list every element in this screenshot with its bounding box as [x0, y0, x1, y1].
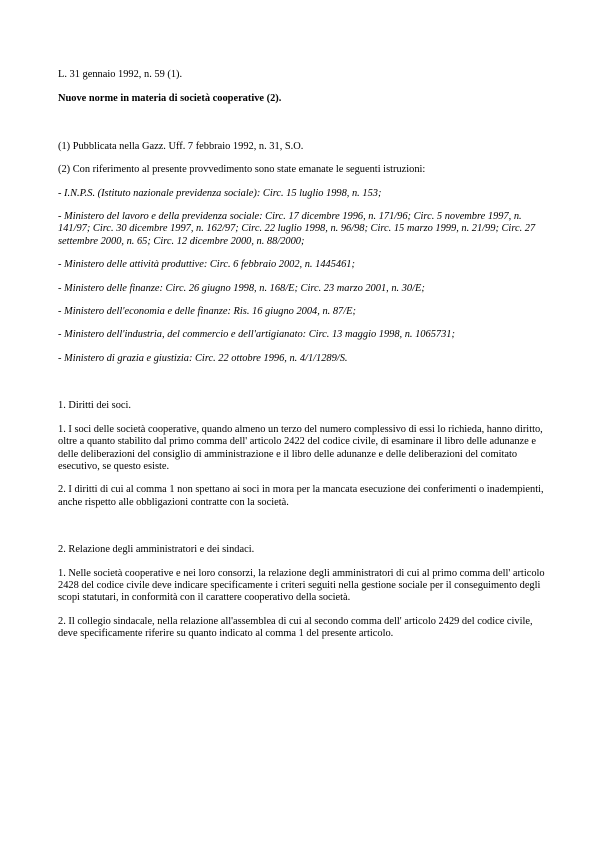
instruction-item: - Ministero di grazia e giustizia: Circ. 22 ottobre 1996, n. 4/1/1289/S. [58, 352, 348, 364]
instruction-item: - Ministero dell'economia e delle finanze: Ris. 16 giugno 2004, n. 87/E; [58, 306, 356, 318]
instruction-item: - Ministero delle attività produttive: Circ. 6 febbraio 2002, n. 1445461; [58, 259, 355, 271]
note-2-intro: (2) Con riferimento al presente provvedimento sono state emanate le seguenti istruzioni: [58, 164, 426, 176]
article-2-paragraph: 2. Il collegio sindacale, nella relazione all'assemblea di cui al secondo comma dell' articolo 2429 del codice civile, deve specificamente riferire su quanto indicato al comma 1 del presente articolo. [58, 615, 533, 640]
document-title: Nuove norme in materia di società cooperative (2). [58, 93, 282, 105]
law-reference: L. 31 gennaio 1992, n. 59 (1). [58, 69, 183, 80]
article-2-heading: 2. Relazione degli amministratori e dei sindaci. [58, 544, 255, 556]
article-1-paragraph: 2. I diritti di cui al comma 1 non spettano ai soci in mora per la mancata esecuzione dei conferimenti o inadempienti, anche rispetto alle obbligazioni contratte con la società. [58, 484, 544, 508]
document-body [58, 69, 546, 641]
instruction-item: - Ministero dell'industria, del commercio e dell'artigianato: Circ. 13 maggio 1998, n. 1065731; [58, 329, 455, 341]
article-1-heading: 1. Diritti dei soci. [58, 400, 132, 412]
article-2-paragraph: 1. Nelle società cooperative e nei loro consorzi, la relazione degli amministratori di cui al primo comma dell' articolo 2428 del codice civile deve indicare specificamente i criteri seguiti nella gestione sociale per il conseguimento degli scopi statutari, in conformità con il carattere cooperativo della società. [58, 567, 545, 604]
instruction-item: - Ministero del lavoro e della previdenza sociale: Circ. 17 dicembre 1996, n. 171/96; Circ. 5 novembre 1997, n. 141/97; Circ. 30 dicembre 1997, n. 162/97; Circ. 22 luglio 1998, n. 96/98; Circ. 15 marzo 1999, n. 21/99; Circ. 27 settembre 2000, n. 65; Circ. 12 dicembre 2000, n. 88/2000; [58, 211, 536, 247]
note-1: (1) Pubblicata nella Gazz. Uff. 7 febbraio 1992, n. 31, S.O. [58, 140, 304, 152]
article-1-paragraph: 1. I soci delle società cooperative, quando almeno un terzo del numero complessivo di essi lo richieda, hanno diritto, oltre a quanto stabilito dal primo comma dell' articolo 2422 del codice civile, di esaminare il libro delle adunanze e delle deliberazioni del consiglio di amministrazione e il libro delle adunanze e delle deliberazioni del comitato esecutivo, se questo esiste. [58, 423, 543, 472]
instruction-item: - Ministero delle finanze: Circ. 26 giugno 1998, n. 168/E; Circ. 23 marzo 2001, n. 30/E; [58, 282, 425, 294]
instruction-item: - I.N.P.S. (Istituto nazionale previdenza sociale): Circ. 15 luglio 1998, n. 153; [58, 187, 382, 199]
